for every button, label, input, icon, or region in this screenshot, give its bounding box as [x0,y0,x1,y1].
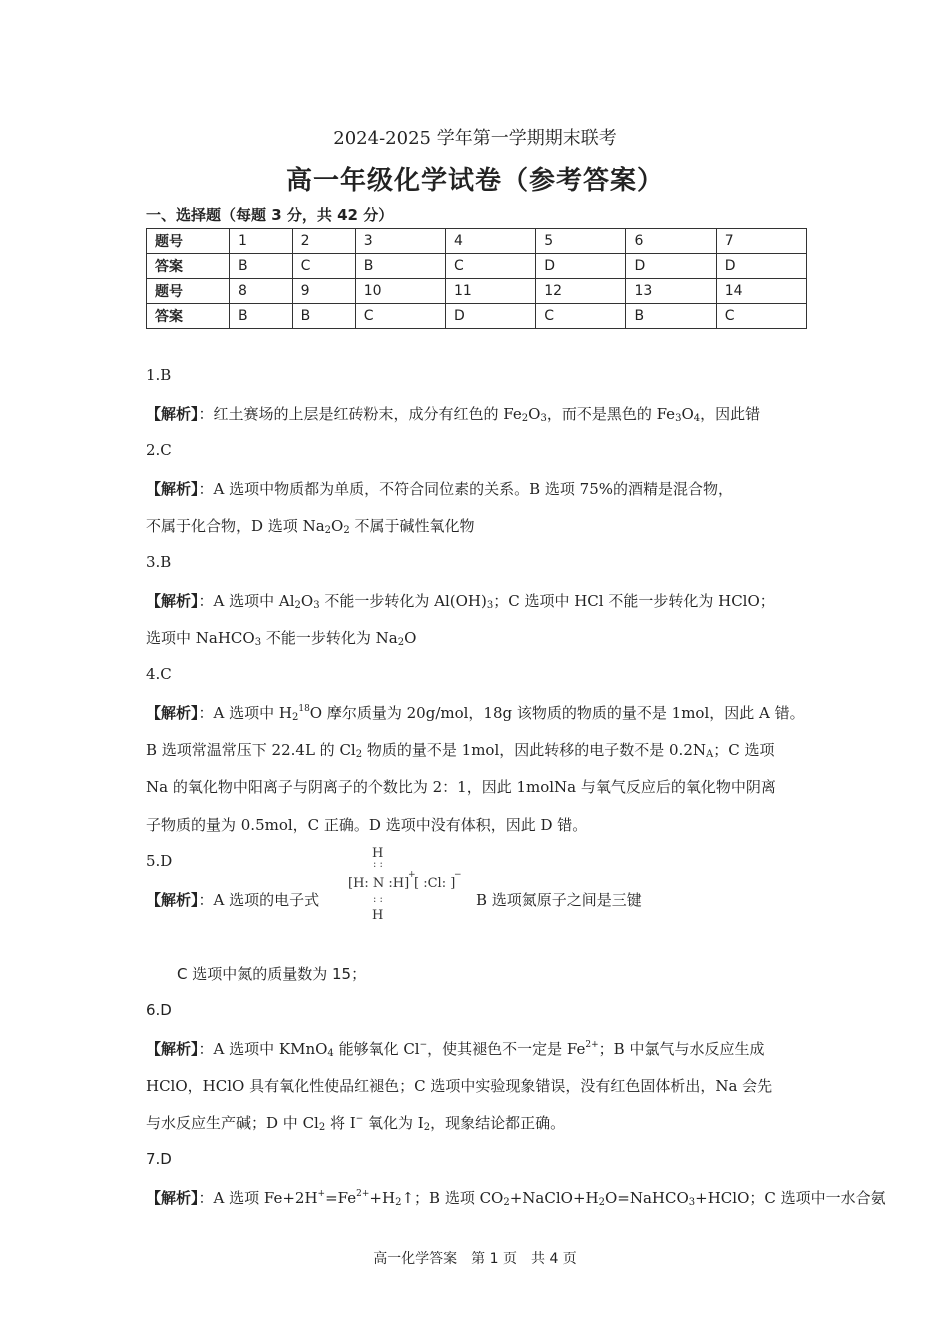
text: O 摩尔质量为 20g/mol，18g 该物质的物质的量不是 1mol，因此 A 错。 [309,704,805,722]
subscript: 3 [486,600,494,611]
text: +H [369,1189,396,1207]
question-2-explanation [146,478,733,499]
text: 物质的量不是 1mol，因此转移的电子数不是 0.2N [362,741,706,759]
analysis-tag: 【解析】 [146,891,199,909]
text: ，现象结论都正确。 [430,1114,566,1132]
table-cell: C [355,304,445,329]
superscript: 2+ [585,1040,599,1050]
text: 不属于化合物，D 选项 Na [146,517,325,535]
superscript: 18 [298,704,310,714]
table-cell: B [230,254,293,279]
subscript: 2 [598,1197,605,1208]
question-1-explanation [146,403,760,424]
question-4-explanation [146,702,805,723]
table-cell: 10 [355,279,445,304]
text: 与水反应生产碱；D 中 Cl [146,1114,319,1132]
subscript: 3 [675,413,682,424]
text: =Fe [325,1189,357,1207]
subscript: 2 [397,637,405,648]
subscript: 2 [521,413,529,424]
text: ↑；B 选项 CO [401,1189,504,1207]
section-heading: 一、选择题（每题 3 分，共 42 分） [146,206,394,224]
question-4-explanation-line3: Na 的氧化物中阳离子与阴离子的个数比为 2：1，因此 1molNa 与氧气反应后的氧化物中阴离 [146,778,776,796]
school-year-heading: 2024-2025 学年第一学期期末联考 [333,128,617,149]
text: ；C 选项中 HCl 不能一步转化为 HClO； [493,592,775,610]
table-cell: 3 [355,229,445,254]
table-cell: C [716,304,806,329]
question-6-explanation [146,1038,764,1059]
text: 氧化为 I [363,1114,424,1132]
table-cell: C [446,254,536,279]
subscript: 2 [503,1197,510,1208]
subscript: 3 [313,600,320,611]
table-row [147,304,807,329]
text: ，使其褪色不一定是 Fe [427,1040,586,1058]
table-cell: 9 [292,279,355,304]
table-cell: B [292,304,355,329]
table-cell: B [230,304,293,329]
text: O=NaHCO [604,1189,689,1207]
question-6-number: 6.D [146,1001,172,1019]
analysis-tag: 【解析】 [146,704,199,722]
question-4-explanation-line2 [146,739,774,760]
question-7-explanation [146,1187,886,1208]
subscript: 2 [318,1122,326,1133]
text: ：A 选项中 H [198,704,292,722]
text: 选项中 NaHCO [146,629,255,647]
ammonium-bracket: [H: N :H] [348,876,410,891]
text: ；C 选项 [713,741,775,759]
text: ：A 选项中 Al [198,592,295,610]
text: O [331,517,344,535]
table-cell: 8 [230,279,293,304]
hydrogen-bottom: H [372,908,384,923]
row-label: 题号 [147,279,230,304]
dots-top: : : [373,859,383,870]
table-cell: B [355,254,445,279]
subscript: 3 [540,413,547,424]
analysis-tag: 【解析】 [146,480,199,498]
text: 不能一步转化为 Na [261,629,398,647]
analysis-tag: 【解析】 [146,1189,199,1207]
page-footer: 高一化学答案 第 1 页 共 4 页 [373,1251,577,1267]
table-cell: B [626,304,716,329]
text: 能够氧化 Cl [333,1040,420,1058]
question-2-number: 2.C [146,441,172,459]
table-cell: D [536,254,626,279]
text: ：红土赛场的上层是红砖粉末，成分有红色的 Fe [198,405,522,423]
text: O [681,405,694,423]
superscript: − [355,1114,364,1124]
question-1-number: 1.B [146,366,172,384]
table-cell: 5 [536,229,626,254]
table-cell: C [292,254,355,279]
subscript: 2 [395,1197,402,1208]
text: O [300,592,314,610]
question-5-explanation-line2: C 选项中氮的质量数为 15； [177,965,367,983]
subscript: 2 [291,712,299,723]
subscript: A [706,749,714,760]
text: +HClO；C 选项中一水合氨 [695,1189,886,1207]
question-2-explanation-line2 [146,515,474,536]
question-5-explanation [146,889,319,910]
text: O [404,629,417,647]
table-cell: 7 [716,229,806,254]
text: 不属于碱性氧化物 [349,517,475,535]
table-cell: 1 [230,229,293,254]
subscript: 2 [355,749,363,760]
subscript: 3 [254,637,262,648]
question-3-explanation [146,590,775,611]
table-cell: D [716,254,806,279]
question-5-number: 5.D [146,852,173,870]
analysis-tag: 【解析】 [146,1040,199,1058]
subscript: 4 [693,413,701,424]
table-cell: 6 [626,229,716,254]
subscript: 2 [423,1122,431,1133]
table-row [147,279,807,304]
question-6-explanation-line3 [146,1112,565,1133]
subscript: 4 [327,1048,334,1059]
text: O [528,405,541,423]
row-label: 题号 [147,229,230,254]
text: ：A 选项的电子式 [198,891,320,909]
question-5-explanation-b: B 选项氮原子之间是三键 [476,891,642,909]
superscript: 2+ [356,1189,370,1199]
text: 不能一步转化为 Al(OH) [319,592,487,610]
table-cell: D [446,304,536,329]
question-3-explanation-line2 [146,627,416,648]
row-label: 答案 [147,304,230,329]
question-3-number: 3.B [146,553,172,571]
subscript: 3 [688,1197,696,1208]
subscript: 2 [324,525,332,536]
text: ：A 选项中物质都为单质，不符合同位素的关系。B 选项 75%的酒精是混合物， [198,480,734,498]
superscript: − [419,1040,428,1050]
analysis-tag: 【解析】 [146,405,199,423]
question-6-explanation-line2: HClO，HClO 具有氧化性使品红褪色；C 选项中实验现象错误，没有红色固体析出，Na 会先 [146,1077,773,1095]
answer-table [146,228,807,329]
table-row [147,229,807,254]
question-4-explanation-line4: 子物质的量为 0.5mol，C 正确。D 选项中没有体积，因此 D 错。 [146,816,588,834]
table-cell: D [626,254,716,279]
text: ；B 中氯气与水反应生成 [598,1040,765,1058]
table-cell: 13 [626,279,716,304]
subscript: 2 [343,525,350,536]
table-cell: 14 [716,279,806,304]
text: B 选项常温常压下 22.4L 的 Cl [146,741,356,759]
superscript: + [317,1189,326,1199]
electron-formula-image [346,846,464,926]
chloride-bracket: [ :Cl: ] [414,876,456,891]
text: +NaClO+H [509,1189,599,1207]
question-7-number: 7.D [146,1150,172,1168]
table-cell: 2 [292,229,355,254]
text: ，因此错 [700,405,761,423]
text: ：A 选项中 KMnO [198,1040,328,1058]
text: ：A 选项 Fe+2H [198,1189,318,1207]
subscript: 2 [294,600,301,611]
dots-bottom: : : [373,894,383,905]
table-cell: 12 [536,279,626,304]
table-cell: 11 [446,279,536,304]
analysis-tag: 【解析】 [146,592,199,610]
row-label: 答案 [147,254,230,279]
minus-charge: − [454,870,462,880]
table-row [147,254,807,279]
text: ，而不是黑色的 Fe [546,405,676,423]
text: 将 I [325,1114,356,1132]
table-cell: 4 [446,229,536,254]
question-4-number: 4.C [146,665,172,683]
plus-charge: + [408,870,416,880]
hydrogen-top: H [372,846,384,861]
table-cell: C [536,304,626,329]
exam-title: 高一年级化学试卷（参考答案） [285,166,664,196]
